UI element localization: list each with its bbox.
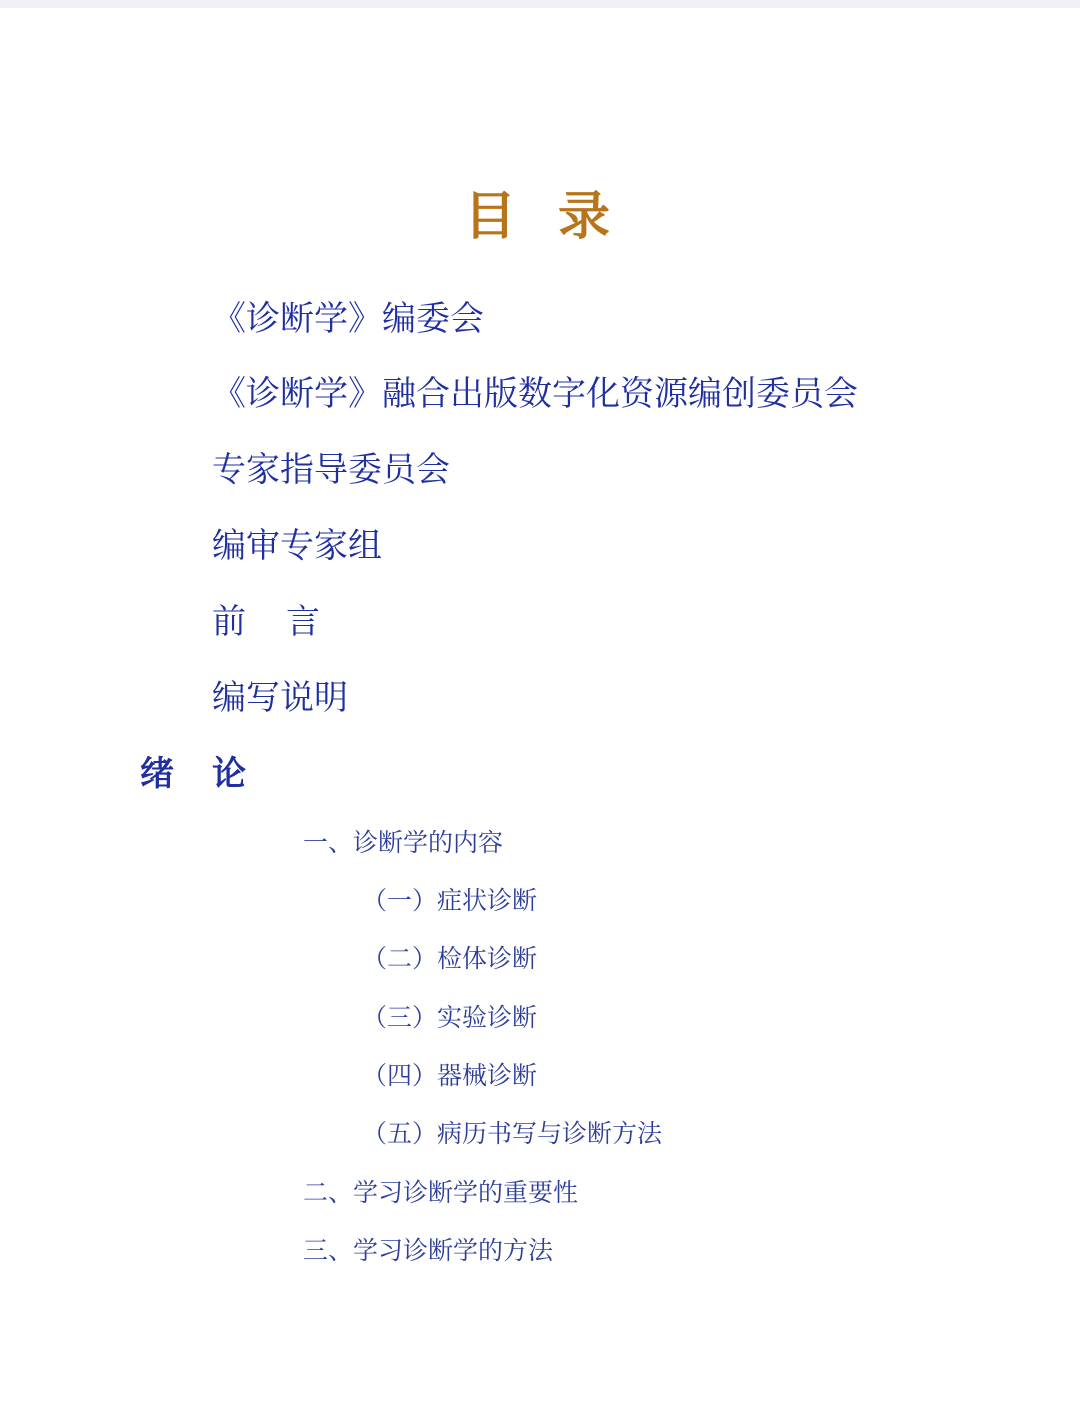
toc-entry-editorial-board[interactable]: 《诊断学》编委会 xyxy=(212,299,484,339)
toc-section-3[interactable]: 三、学习诊断学的方法 xyxy=(303,1236,554,1265)
toc-subsection-1-4[interactable]: （四）器械诊断 xyxy=(362,1061,538,1090)
toc-entry-writing-notes[interactable]: 编写说明 xyxy=(212,678,348,718)
toc-entry-digital-resources-committee[interactable]: 《诊断学》融合出版数字化资源编创委员会 xyxy=(212,374,858,414)
toc-entry-preface[interactable]: 前言 xyxy=(212,602,360,642)
toc-entry-expert-guidance-committee[interactable]: 专家指导委员会 xyxy=(212,450,450,490)
top-strip xyxy=(0,0,1080,8)
toc-section-2[interactable]: 二、学习诊断学的重要性 xyxy=(303,1178,579,1207)
toc-entry-review-expert-group[interactable]: 编审专家组 xyxy=(212,526,382,566)
toc-subsection-1-3[interactable]: （三）实验诊断 xyxy=(362,1003,538,1032)
toc-chapter-introduction[interactable]: 绪论 xyxy=(140,754,284,794)
toc-title: 目录 xyxy=(463,186,652,247)
toc-section-1[interactable]: 一、诊断学的内容 xyxy=(303,828,504,857)
toc-subsection-1-2[interactable]: （二）检体诊断 xyxy=(362,944,538,973)
toc-subsection-1-1[interactable]: （一）症状诊断 xyxy=(362,886,538,915)
toc-subsection-1-5[interactable]: （五）病历书写与诊断方法 xyxy=(362,1119,663,1148)
